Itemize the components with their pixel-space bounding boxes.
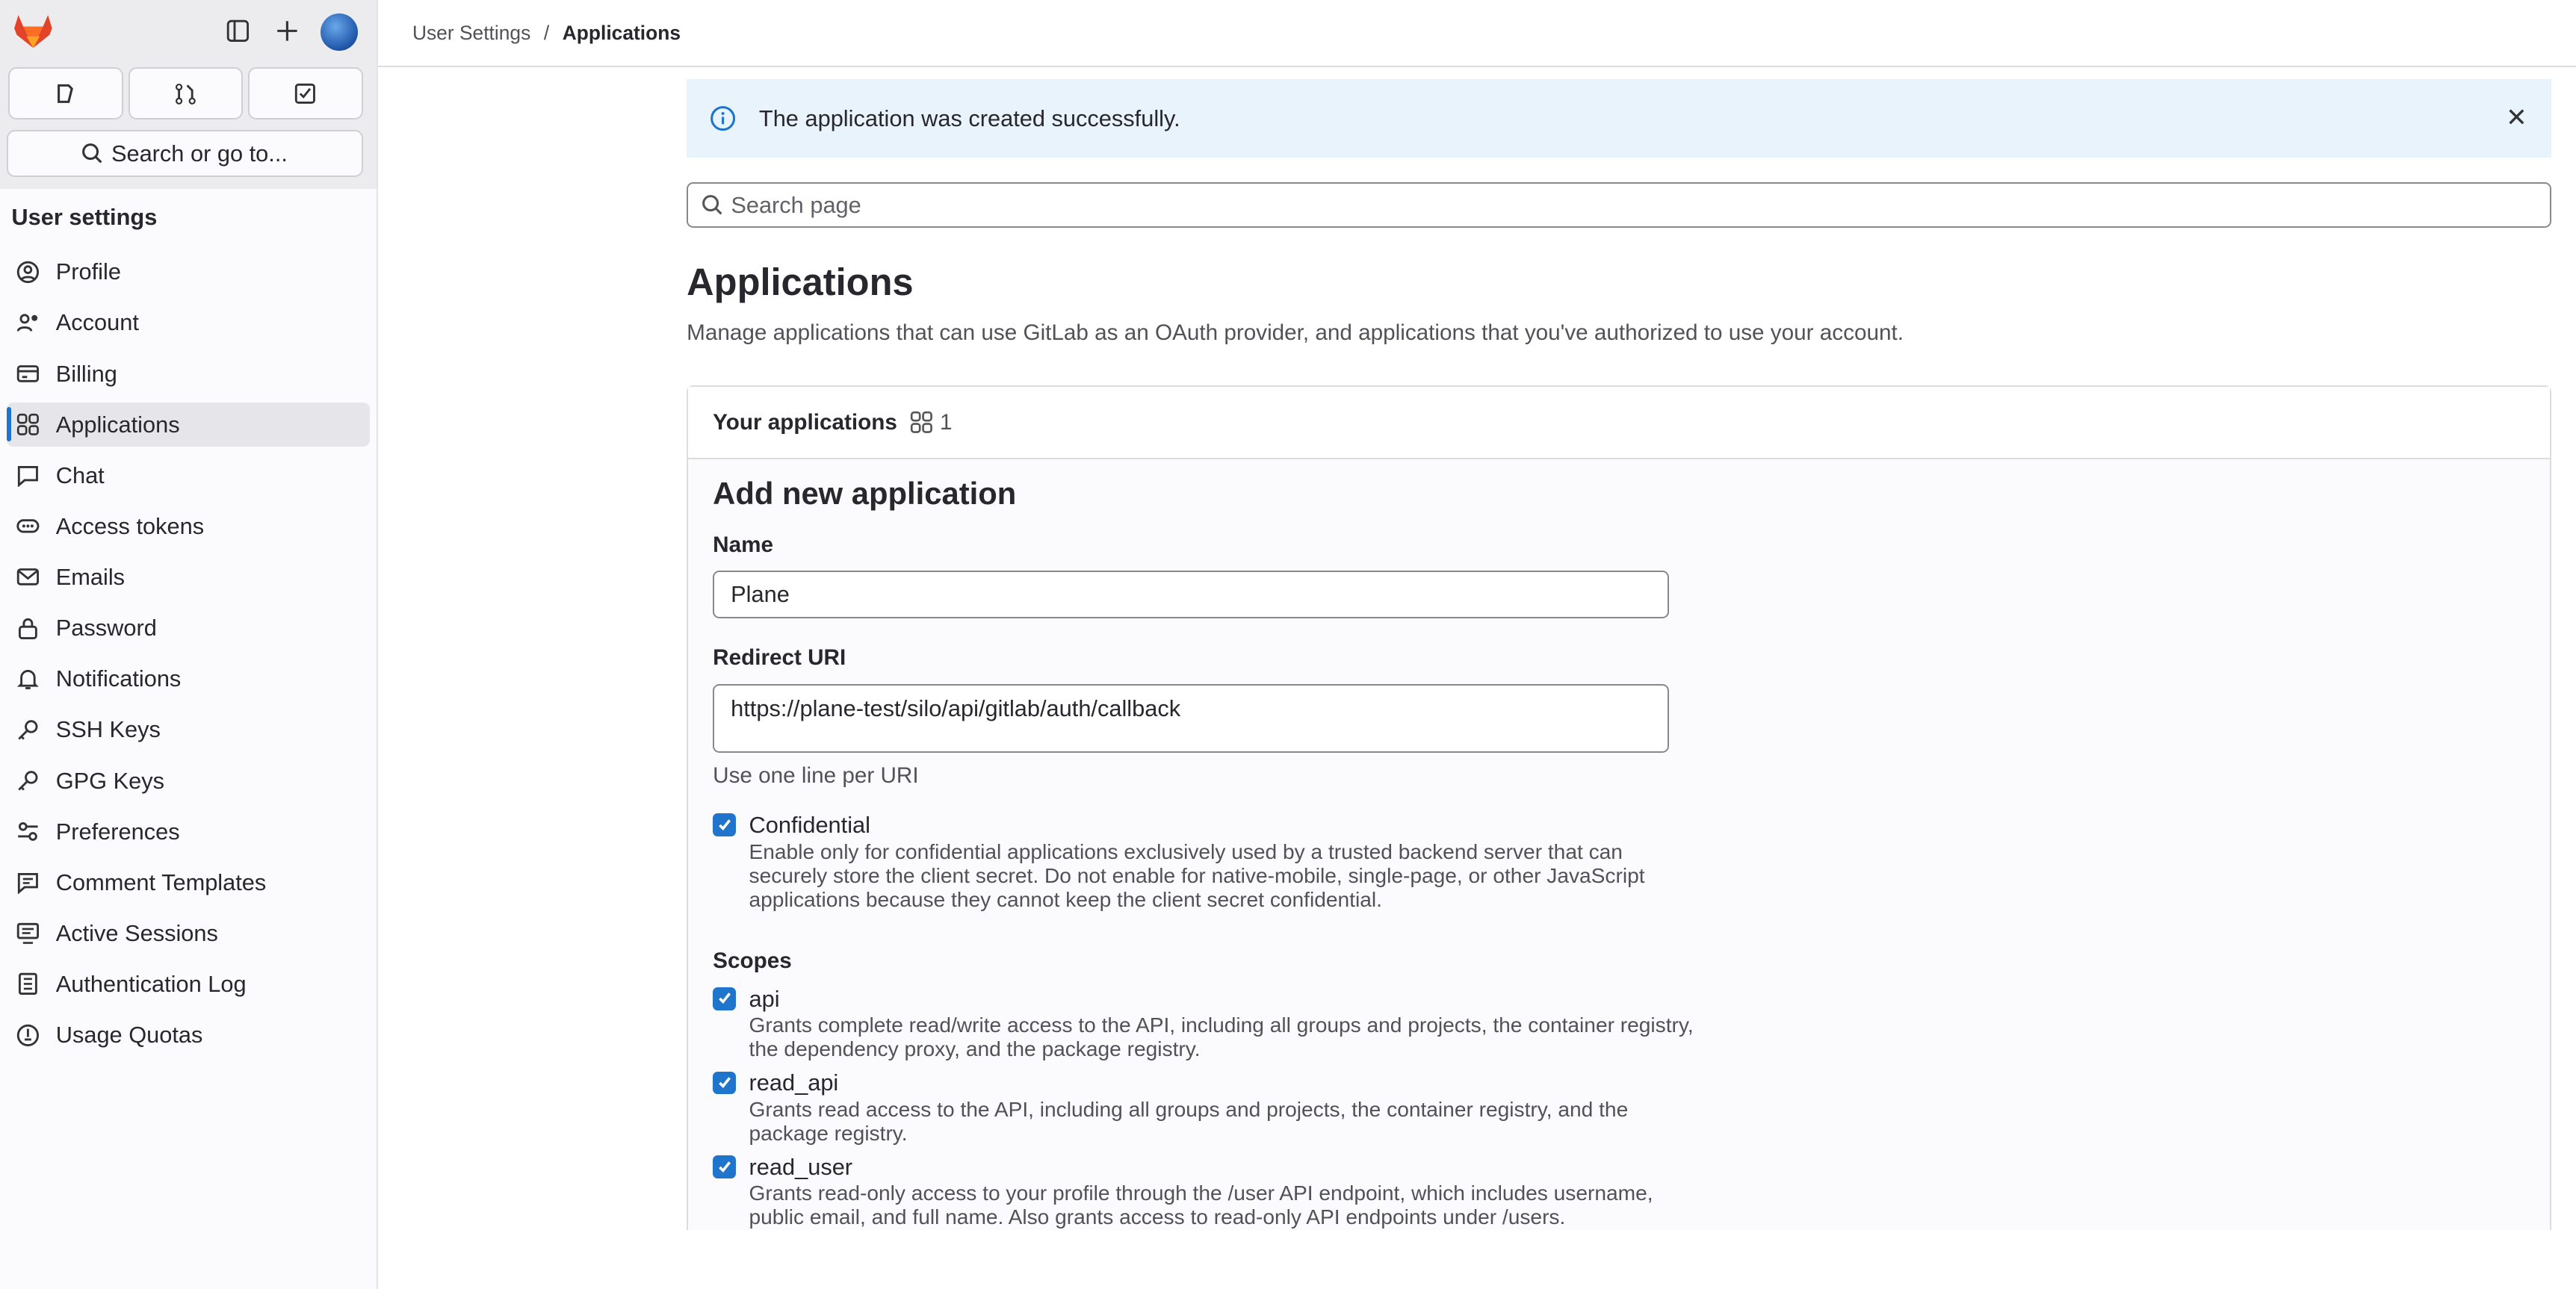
page-description: Manage applications that can use GitLab as an OAuth provider, and applications that you've authorized to use your account. — [687, 320, 1904, 346]
gitlab-logo[interactable] — [13, 13, 53, 49]
sidebar-item-label: SSH Keys — [55, 716, 161, 743]
sidebar-item-preferences[interactable] — [7, 810, 370, 854]
sidebar-item-applications[interactable] — [7, 403, 370, 447]
sidebar-item-profile[interactable] — [7, 249, 370, 293]
issues-button[interactable] — [8, 67, 123, 119]
bell-icon — [16, 668, 40, 691]
page-title: Applications — [687, 261, 914, 304]
sidebar-item-notifications[interactable] — [7, 656, 370, 701]
sidebar-item-label: Chat — [55, 462, 105, 488]
scope-checkbox-read_user[interactable] — [713, 1154, 2525, 1230]
form-title: Add new application — [713, 475, 1017, 511]
scope-checkbox-api[interactable] — [713, 986, 2525, 1062]
sidebar-item-label: Billing — [55, 360, 117, 387]
sidebar-item-label: Preferences — [55, 818, 180, 845]
todo-icon — [294, 82, 317, 105]
key-icon — [16, 718, 40, 742]
checkbox-checked-icon[interactable] — [713, 1072, 736, 1095]
todos-button[interactable] — [248, 67, 363, 119]
redirect-uri-help: Use one line per URI — [713, 763, 919, 789]
close-icon[interactable] — [2505, 105, 2528, 128]
issues-icon — [54, 82, 77, 105]
applications-card — [687, 385, 2551, 1229]
sidebar-item-chat[interactable] — [7, 453, 370, 497]
applications-icon — [910, 411, 933, 434]
merge-requests-button[interactable] — [129, 67, 244, 119]
global-search-button[interactable] — [7, 130, 363, 177]
card-title: Your applications — [713, 409, 897, 435]
sidebar-item-access-tokens[interactable] — [7, 504, 370, 548]
avatar[interactable] — [321, 13, 359, 52]
sidebar-item-label: Authentication Log — [55, 971, 247, 998]
sidebar-item-label: Notifications — [55, 665, 182, 692]
sidebar-item-label: Emails — [55, 564, 126, 591]
scope-checkbox-read_api[interactable] — [713, 1069, 2525, 1146]
sidebar-item-label: Active Sessions — [55, 920, 218, 947]
sidebar-item-label: Applications — [55, 411, 180, 438]
scope-description: Grants read access to the API, including all groups and projects, the container registry, and the package registry. — [749, 1097, 1629, 1145]
breadcrumb-separator: / — [543, 21, 550, 44]
name-input[interactable]: Plane — [713, 571, 1668, 618]
sidebar-item-authentication-log[interactable] — [7, 962, 370, 1006]
sidebar-item-label: GPG Keys — [55, 767, 165, 794]
sidebar-title: User settings — [11, 203, 158, 230]
sidebar-item-label: Usage Quotas — [55, 1022, 203, 1049]
sidebar-item-billing[interactable] — [7, 352, 370, 396]
sidebar-toggle-icon[interactable] — [222, 15, 255, 48]
checkbox-checked-icon[interactable] — [713, 813, 736, 836]
sidebar-item-label: Profile — [55, 258, 121, 285]
scope-description: Grants complete read/write access to the API, including all groups and projects, the container registry, the dependency proxy, and the package registry. — [749, 1013, 1694, 1061]
sidebar-item-account[interactable] — [7, 300, 370, 344]
monitor-icon — [16, 922, 40, 945]
scope-label: read_user — [749, 1153, 853, 1180]
confidential-label: Confidential — [749, 812, 870, 839]
add-application-form — [688, 459, 2550, 1230]
scopes-list — [713, 986, 2525, 1230]
info-icon — [710, 105, 736, 131]
breadcrumb — [378, 0, 2576, 67]
scope-label: read_api — [749, 1069, 839, 1096]
sidebar-nav — [7, 249, 370, 1063]
sidebar-item-active-sessions[interactable] — [7, 911, 370, 955]
card-header — [688, 387, 2550, 459]
checkbox-checked-icon[interactable] — [713, 1155, 736, 1178]
sidebar-item-label: Password — [55, 615, 157, 642]
search-icon — [81, 143, 103, 164]
sidebar-item-gpg-keys[interactable] — [7, 759, 370, 803]
scope-description: Grants read-only access to your profile through the /user API endpoint, which includes username, public email, and full name. Also grants access to read-only API endpoints under /users. — [749, 1181, 1653, 1229]
sidebar-item-emails[interactable] — [7, 555, 370, 599]
mail-icon — [16, 565, 40, 588]
applications-icon — [16, 413, 40, 436]
comment-icon — [16, 871, 40, 894]
redirect-uri-label: Redirect URI — [713, 644, 846, 670]
chat-icon — [16, 464, 40, 487]
search-icon — [702, 194, 723, 216]
alert-text: The application was created successfully. — [758, 105, 1180, 131]
page-search-input[interactable] — [687, 182, 2551, 228]
plus-icon[interactable] — [271, 15, 304, 48]
confidential-description: Enable only for confidential applications exclusively used by a trusted backend server that can securely store the client secret. Do not enable for native-mobile, single-page, or other JavaScript applications because they cannot keep the client secret confidential. — [749, 839, 1645, 911]
billing-icon — [16, 362, 40, 385]
sidebar-item-password[interactable] — [7, 606, 370, 650]
scopes-label: Scopes — [713, 948, 792, 974]
sidebar-item-ssh-keys[interactable] — [7, 708, 370, 752]
confidential-checkbox[interactable] — [713, 812, 2525, 912]
page-search-placeholder: Search page — [731, 191, 861, 218]
sidebar-item-label: Comment Templates — [55, 869, 267, 895]
breadcrumb-parent[interactable]: User Settings — [412, 21, 531, 44]
scope-label: api — [749, 985, 780, 1012]
sidebar-item-label: Access tokens — [55, 512, 205, 539]
merge-request-icon — [174, 82, 197, 105]
preferences-icon — [16, 820, 40, 843]
sidebar-item-usage-quotas[interactable] — [7, 1013, 370, 1057]
quota-icon — [16, 1024, 40, 1047]
key-icon — [16, 769, 40, 792]
sidebar-item-label: Account — [55, 309, 139, 336]
main-content — [687, 79, 2551, 1230]
lock-icon — [16, 617, 40, 640]
profile-icon — [16, 261, 40, 284]
log-icon — [16, 972, 40, 996]
sidebar — [0, 0, 378, 1289]
applications-count: 1 — [940, 409, 953, 435]
checkbox-checked-icon[interactable] — [713, 987, 736, 1010]
name-label: Name — [713, 532, 773, 557]
redirect-uri-textarea[interactable]: https://plane-test/silo/api/gitlab/auth/callback — [713, 684, 1669, 753]
breadcrumb-current[interactable]: Applications — [562, 21, 681, 44]
search-label: Search or go to... — [111, 140, 288, 167]
token-icon — [16, 515, 40, 538]
account-icon — [16, 311, 40, 335]
success-alert — [687, 79, 2551, 158]
sidebar-item-comment-templates[interactable] — [7, 860, 370, 904]
